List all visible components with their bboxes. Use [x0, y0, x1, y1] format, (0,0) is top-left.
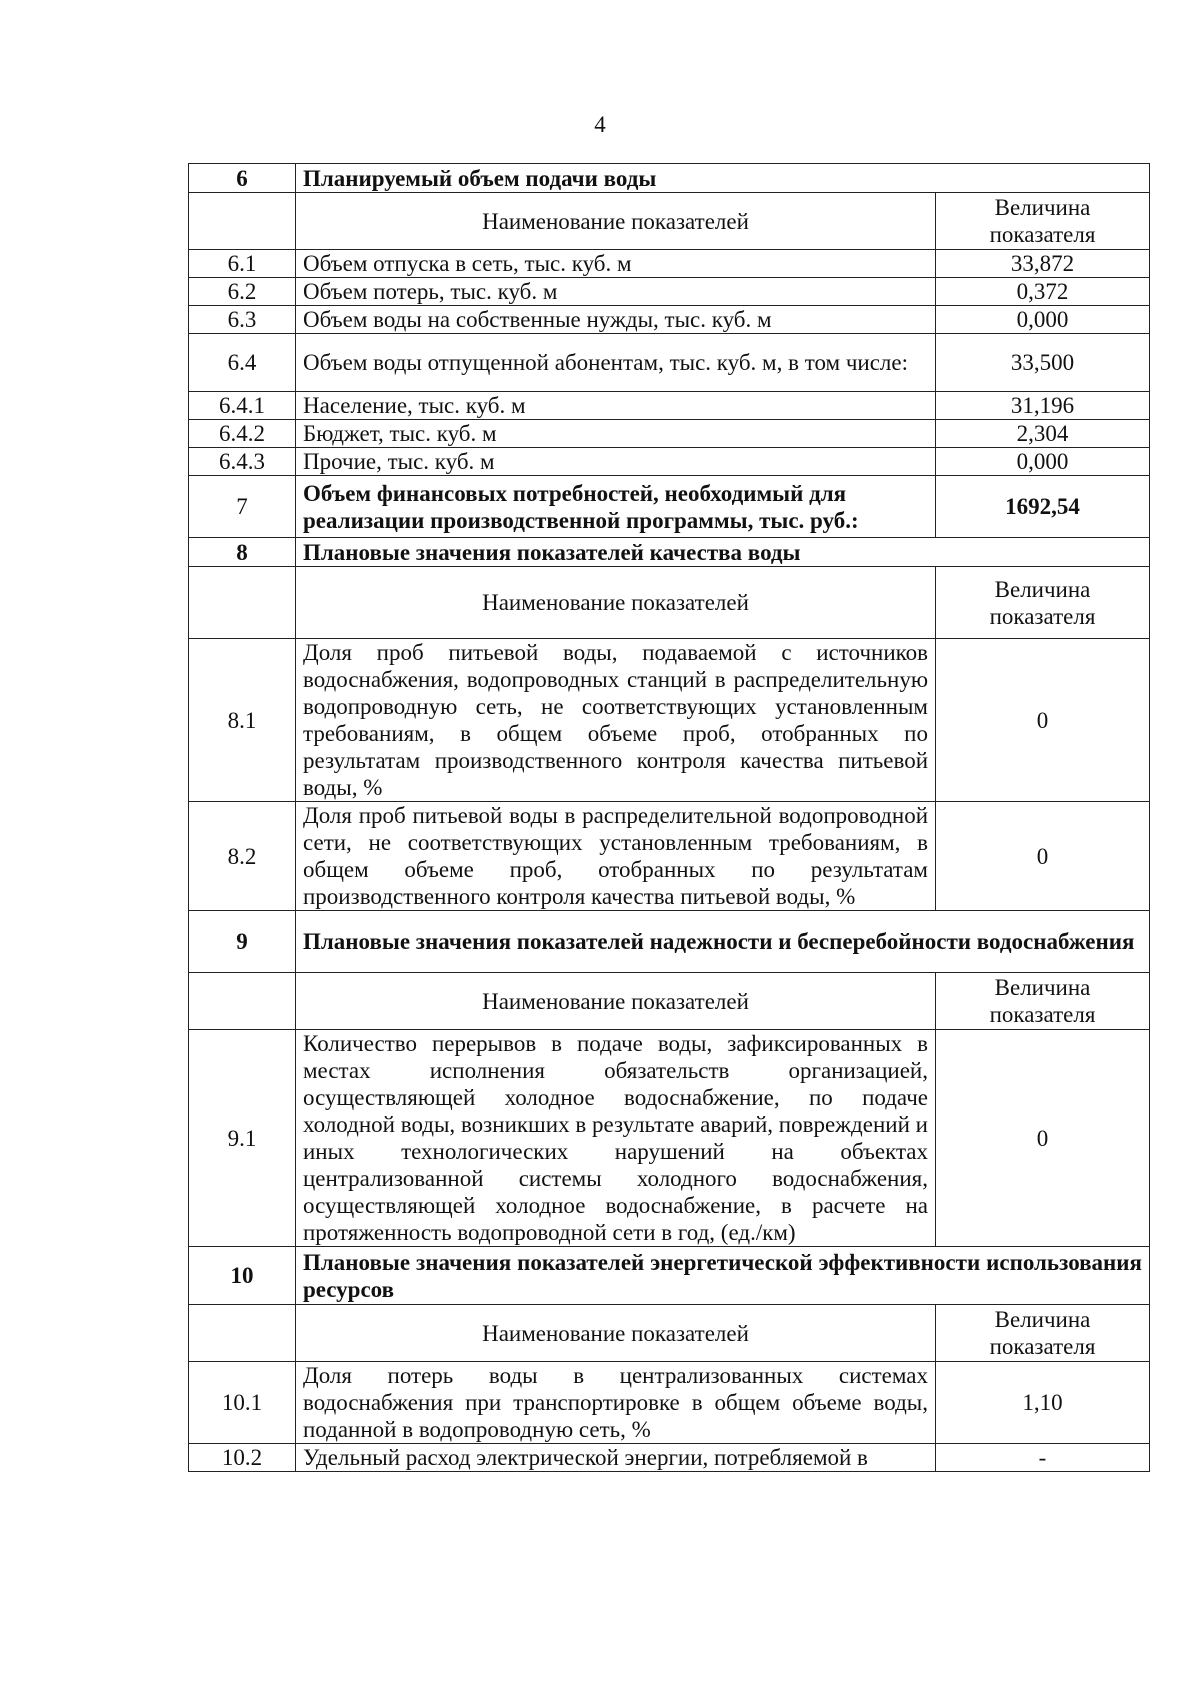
row-value: 0,372	[936, 278, 1150, 306]
row-value: 33,500	[936, 334, 1150, 392]
row-name: Объем воды на собственные нужды, тыс. куб. м	[296, 306, 936, 334]
table-row	[189, 334, 1150, 392]
row-name: Объем воды отпущенной абонентам, тыс. куб. м, в том числе:	[296, 334, 936, 392]
row-number: 10.2	[189, 1444, 296, 1472]
row-number: 6.4	[189, 334, 296, 392]
table-row	[189, 250, 1150, 278]
row-name: Удельный расход электрической энергии, потребляемой в	[296, 1444, 936, 1472]
row-value: 33,872	[936, 250, 1150, 278]
header-name-label: Наименование показателей	[296, 567, 936, 639]
section-title: Плановые значения показателей качества воды	[296, 538, 1150, 567]
section-number: 10	[189, 1247, 296, 1305]
row-number: 6.2	[189, 278, 296, 306]
section-number: 8	[189, 538, 296, 567]
row-number: 10.1	[189, 1362, 296, 1444]
header-value-label: Величина показателя	[936, 1305, 1150, 1362]
table-row	[189, 392, 1150, 420]
row-value: 0,000	[936, 306, 1150, 334]
section-number: 6	[189, 164, 296, 193]
table-row	[189, 448, 1150, 476]
row-value: 0	[936, 639, 1150, 802]
header-value-label: Величина показателя	[936, 193, 1150, 250]
table-row	[189, 1362, 1150, 1444]
row-value: 2,304	[936, 420, 1150, 448]
section-title: Плановые значения показателей энергетической эффективности использования ресурсов	[296, 1247, 1150, 1305]
row-number: 6.1	[189, 250, 296, 278]
row-name: Доля проб питьевой воды, подаваемой с источников водоснабжения, водопроводных станций в распределительную водопроводную сеть, не соответствующих установленным требованиям, в общем объеме проб, отобранных по результатам производственного контроля качества питьевой воды, %	[296, 639, 936, 802]
header-row	[189, 1305, 1150, 1362]
row-number: 6.3	[189, 306, 296, 334]
section-title: Объем финансовых потребностей, необходимый для реализации производственной программы, тыс. руб.:	[296, 476, 936, 538]
header-row	[189, 567, 1150, 639]
row-value: 0	[936, 802, 1150, 911]
row-value: 1,10	[936, 1362, 1150, 1444]
row-name: Доля проб питьевой воды в распределительной водопроводной сети, не соответствующих установленным требованиям, в общем объеме проб, отобранных по результатам производственного контроля качества питьевой воды, %	[296, 802, 936, 911]
row-name: Объем потерь, тыс. куб. м	[296, 278, 936, 306]
row-name: Объем отпуска в сеть, тыс. куб. м	[296, 250, 936, 278]
section-number: 7	[189, 476, 296, 538]
header-name-label: Наименование показателей	[296, 1305, 936, 1362]
table-row	[189, 639, 1150, 802]
row-value: 0,000	[936, 448, 1150, 476]
table-row	[189, 306, 1150, 334]
page-number: 4	[594, 112, 606, 137]
section-9-row	[189, 911, 1150, 973]
row-name: Население, тыс. куб. м	[296, 392, 936, 420]
header-value-label: Величина показателя	[936, 567, 1150, 639]
section-title: Планируемый объем подачи воды	[296, 164, 1150, 193]
row-number: 6.4.1	[189, 392, 296, 420]
production-program-table	[188, 163, 1150, 1472]
row-value: -	[936, 1444, 1150, 1472]
section-value: 1692,54	[936, 476, 1150, 538]
row-number: 9.1	[189, 1030, 296, 1247]
row-number: 6.4.2	[189, 420, 296, 448]
row-number: 8.1	[189, 639, 296, 802]
row-value: 0	[936, 1030, 1150, 1247]
section-8-row	[189, 538, 1150, 567]
table-row	[189, 420, 1150, 448]
row-name: Бюджет, тыс. куб. м	[296, 420, 936, 448]
section-6-row	[189, 164, 1150, 193]
header-value-label: Величина показателя	[936, 973, 1150, 1030]
row-number: 6.4.3	[189, 448, 296, 476]
table-row	[189, 802, 1150, 911]
row-name: Доля потерь воды в централизованных системах водоснабжения при транспортировке в общем объеме воды, поданной в водопроводную сеть, %	[296, 1362, 936, 1444]
row-number: 8.2	[189, 802, 296, 911]
header-name-label: Наименование показателей	[296, 193, 936, 250]
row-name: Количество перерывов в подаче воды, зафиксированных в местах исполнения обязательств организацией, осуществляющей холодное водоснабжение, по подаче холодной воды, возникших в результате аварий, повреждений и иных технологических нарушений на объектах централизованной системы холодного водоснабжения, осуществляющей холодное водоснабжение, в расчете на протяженность водопроводной сети в год, (ед./км)	[296, 1030, 936, 1247]
row-value: 31,196	[936, 392, 1150, 420]
section-title: Плановые значения показателей надежности и бесперебойности водоснабжения	[296, 911, 1150, 973]
row-name: Прочие, тыс. куб. м	[296, 448, 936, 476]
section-7-row	[189, 476, 1150, 538]
header-name-label: Наименование показателей	[296, 973, 936, 1030]
section-number: 9	[189, 911, 296, 973]
table-row	[189, 1030, 1150, 1247]
table-row	[189, 278, 1150, 306]
header-row	[189, 973, 1150, 1030]
table-row	[189, 1444, 1150, 1472]
section-10-row	[189, 1247, 1150, 1305]
header-row	[189, 193, 1150, 250]
